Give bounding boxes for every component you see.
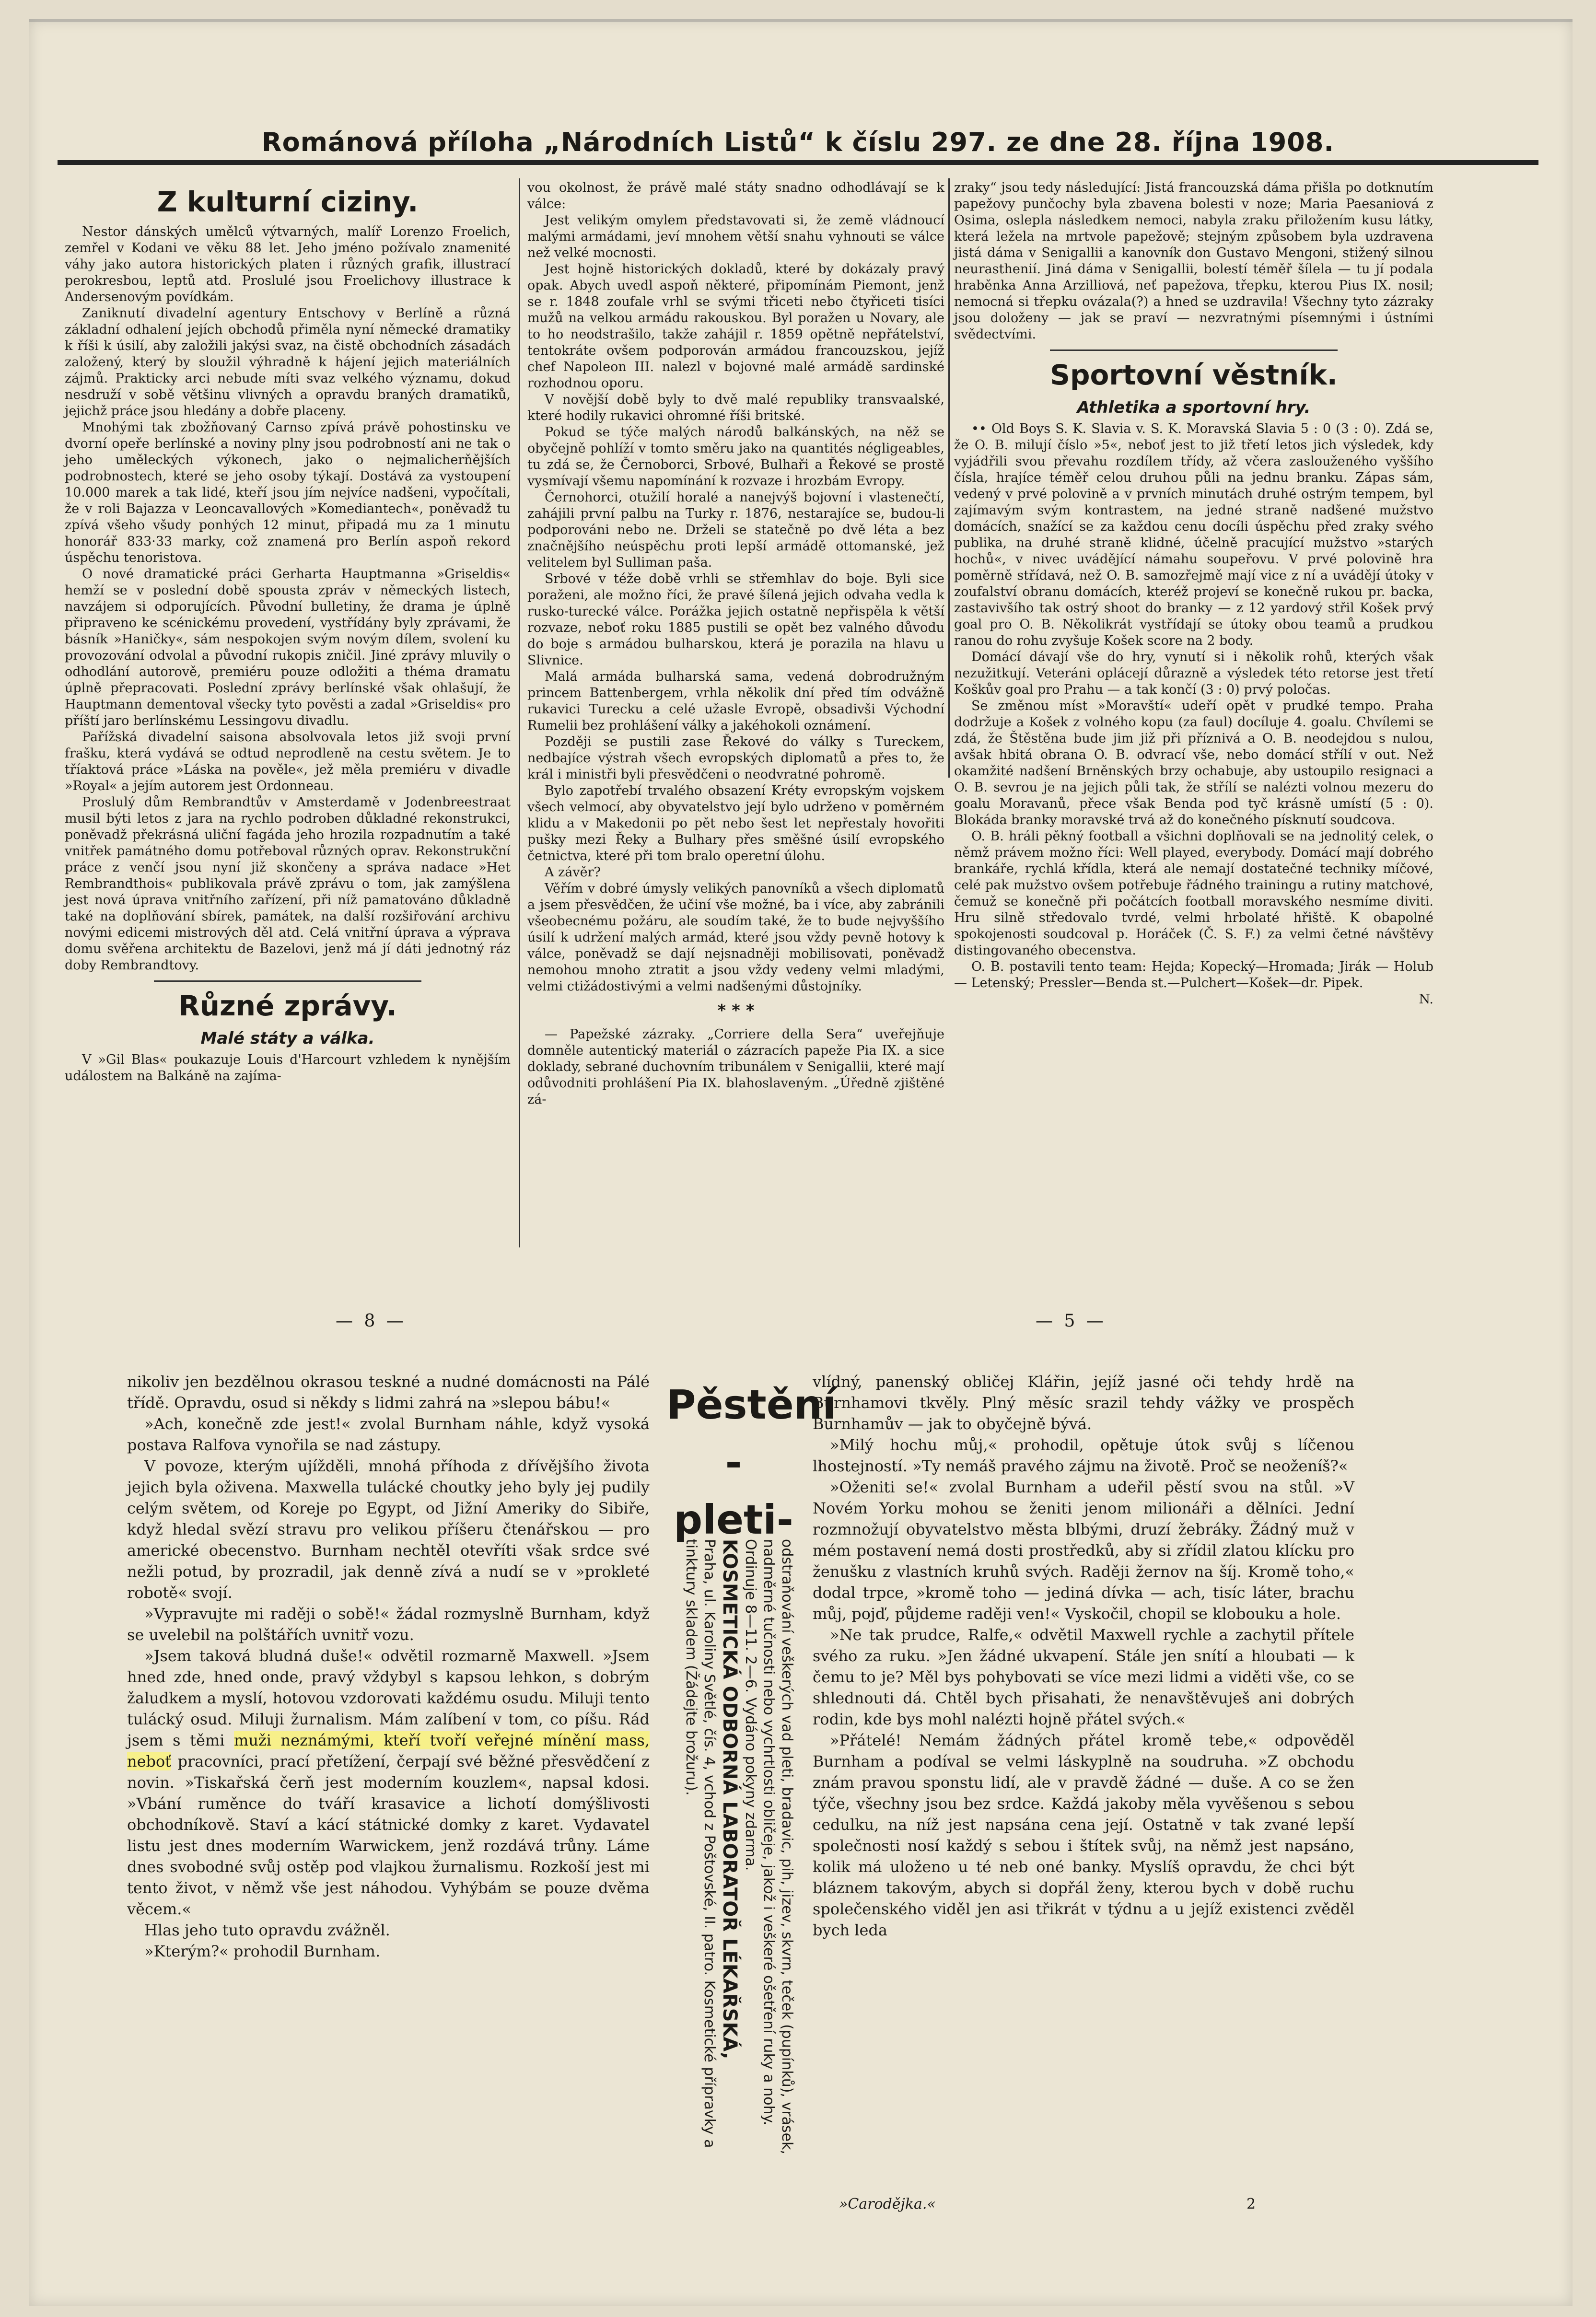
paragraph: »Milý hochu můj,« prohodil, opětuje útok svůj s líčenou lhostejností. »Ty nemáš pravého zájmu na životě. Proč se neoženíš?«: [813, 1436, 1354, 1475]
page-edge: [29, 19, 1573, 22]
paragraph: zraky“ jsou tedy následující: Jistá francouzská dáma přišla po dotknutím papežovy punčochy byla zbavena bolesti v noze; Maria Paesaniová z Osima, oslepla následkem nemoci, nabyla zraku přiložením kusu látky, která ležela na mrtvole papežově; stejným způsobem byla uzdravena jistá dáma v Senigallii a kanovník don Gustavo Mengoni, stižený silnou neurasthenií. Jiná dáma v Senigallii, bolestí téměř šílela — tu jí podala hraběnka Anna Arzilliová, neť papežova, třepku, kterou Pius IX. nosil; nemocná si třepku ovázala(?) a hned se uzdravila! Všechny tyto zázraky jsou doloženy — jak se praví — nezvratnými písemnými i ústními svědectvími.: [954, 180, 1433, 342]
column-divider: [519, 178, 520, 1247]
column-sport: [954, 180, 1433, 1008]
footer-number: 2: [1247, 2196, 1256, 2212]
paragraph: Se změnou míst »Moravští« udeří opět v prudké tempo. Praha dodržuje a Košek z volného kopu (za faul) docíluje 4. goalu. Chvílemi se zdá, že Štěstěna bude jim již při příznivá a O. B. neodejdou s nulou, avšak hbitá obrana O. B. odvrací vše, nebo domácí střílí v out. Než okamžité nadšení Brněnských brzy ochabuje, aby ustoupilo resignaci a O. B. sevrou je na jejich půli tak, že střílí se nalézti volnou mezeru do goalu Moravanů, přece však Benda pod tyč krásně umístí (5 : 0). Blokáda branky moravské trvá až do konečného písknutí soudcova.: [954, 699, 1433, 827]
section-title-kultura: Z kulturní ciziny.: [157, 186, 419, 218]
masthead: Románová příloha „Národních Listů“ k číslu 297. ze dne 28. října 1908.: [58, 127, 1538, 165]
paragraph: Pokud se týče malých národů balkánských, na něž se obyčejně pohlíží v tomto směru jako na quantités négligeables, tu zdá se, že Černoborci, Srbové, Bulhaři a Řekové se prostě vysmívají všemu napomínání k rozvaze i hrozbám Evropy.: [527, 425, 944, 489]
paragraph: Pařížská divadelní saisona absolvovala letos již svoji první frašku, která vydává se odtud neprodleně na cestu světem. Je to tříaktová práce »Láska na pověle«, jež měla premiéru v divadle »Royal« a jejím autorem jest Ordonneau.: [65, 730, 511, 793]
paragraph: Malá armáda bulharská sama, vedená dobrodružným princem Battenbergem, vrhla několik dní před tím odvážně rukavici Turecku a celé užasle Evropě, obsadivši Východní Rumelii bez prohlášení války a jakéhokoli oznámení.: [527, 669, 944, 733]
advertisement-pleti: [666, 1376, 837, 2162]
ad-title: -pleti-: [674, 1439, 793, 1543]
column-divider: [948, 178, 950, 778]
ad-text: odstraňování veškerých vad pleti, bradavic, pih, jizev, skvrn, teček (pupínků), vrásek, nadměrné tučnosti nebo vychrtlosti obličeje, jakož i veškeré ošetření ruky a nohy. Ordinuje 8—11. 2—6. Vydáno pokyny zdarma.: [742, 1539, 795, 2154]
paragraph: Nestor dánských umělců výtvarných, malíř Lorenzo Froelich, zemřel v Kodani ve věku 88 let. Jeho jméno požívalo znamenité váhy jako autora historických platen i různých grafik, illustrací perokresbou, leptů atd. Proslulé jsou Froelichovy illustrace k Andersenovým povídkám.: [65, 224, 511, 304]
paragraph: O nové dramatické práci Gerharta Hauptmanna »Griseldis« hemží se v poslední době spousta zpráv v německých listech, navzájem si odporujících. Původní bulletiny, že drama je úplně připraveno ke scénickému provedení, vystřídány byly zprávami, že básník »Haničky«, sám nespokojen svým novým dílem, svolení ku provozování odvolal a původní rukopis zničil. Jiné zprávy mluvily o odhodlání autorově, premiéru pouze odložiti a théma dramatu úplně přepracovati. Poslední zprávy berlínské však ohlašují, že Hauptmann dementoval všecky tyto pověsti a zadal »Griseldis« pro příští jaro berlínskému Lessingovu divadlu.: [65, 567, 511, 728]
paragraph: Srbové v téže době vrhli se střemhlav do boje. Byli sice poraženi, ale možno říci, že pravé šílená jejich odvaha vedla k rusko-turecké válce. Porážka jejich ostatně nepřispěla k větší rozvaze, neboť roku 1885 pustili se opět bez valného důvodu do boje s armádou bulharskou, která je porazila na hlavu u Slivnice.: [527, 571, 944, 668]
paragraph: V novější době byly to dvě malé republiky transvaalské, které hodily rukavici ohromné říši britské.: [527, 392, 944, 423]
paragraph: »Vypravujte mi raději o sobě!« žádal rozmyslně Burnham, když se uvelebil na polštářích uvnitř vozu.: [127, 1605, 650, 1644]
section-title-sport: Sportovní věstník.: [1050, 359, 1338, 391]
paragraph: Věřím v dobré úmysly velikých panovníků a všech diplomatů a jsem přesvědčen, že učiní vše možné, ba i více, aby zabránili všeobecnému požáru, ale soudím také, že to bude nejvyššího úsilí k udržení malých armád, které jsou vždy pevně hotovy k válce, poněvadž se dají nejsnadněji mobilisovati, poněvadž nemohou mnoho ztratit a jsou vždy vedeny velmi mladými, velmi ctižádostivými a velmi nadšenými důstojníky.: [527, 881, 944, 994]
paragraph: vlídný, panenský obličej Klářin, jejíž jasné oči tehdy hrdě na Burnhamovi tkvěly. Plný měsíc srazil tehdy vážky ve prospěch Burnhamův — jak to obyčejně bývá.: [813, 1373, 1354, 1433]
paragraph: V »Gil Blas« poukazuje Louis d'Harcourt vzhledem k nynějším událostem na Balkáně na zajíma-: [65, 1052, 511, 1083]
text: »Jsem taková bludná duše!« odvětil rozmarně Maxwell. »Jsem hned zde, hned onde, pravý vždybyl s kapsou lehkon, s dobrým žaludkem a myslí, hotovou vzdorovati každému osudu. Miluji tento tulácký osud. Miluji žurnalism. Mám zalíbení v tom, co píšu. Rád jsem s těmi: [127, 1647, 650, 1749]
column-kultura: [65, 180, 511, 1084]
page-number-left: — 8 —: [336, 1311, 407, 1331]
footer-title: »Carodějka.«: [839, 2196, 936, 2212]
ad-body-rotated: [671, 1539, 796, 2162]
section-title-ruzne: Různé zprávy.: [178, 990, 397, 1022]
paragraph: »Oženiti se!« zvolal Burnham a udeřil pěstí svou na stůl. »V Novém Yorku mohou se ženiti jenom milionáři a dělníci. Jední rozmnožují obyvatelstvo města blbými, druzí žebráky. Žádný muž v mém postavení nemá dosti prostředků, aby si zřídil zlatou klícku pro ženušku z vlastních kruhů svých. Raději žernov na šíj. Kromě toho,« dodal trpce, »kromě toho — jediná dívka — ach, tisíc láter, brachu můj, pojď, půjdeme raději ven!« Vyskočil, chopil se klobouku a hole.: [813, 1478, 1354, 1623]
page-number-right: — 5 —: [1036, 1311, 1107, 1331]
column-valka: [527, 180, 944, 1108]
paragraph: Bylo zapotřebí trvalého obsazení Kréty evropským vojskem všech velmocí, aby obyvatelstvo její bylo udrženo v poměrném klidu a v Makedonii po pět nebo šest let nepřestaly hovořiti pušky mezi Řeky a Bulhary přes směšné úsilí evropského četnictva, které při tom bralo operetní úlohu.: [527, 783, 944, 863]
paragraph: Jest velikým omylem představovati si, že země vládnoucí malými armádami, jeví mnohem větší snahu vyhnouti se válce než velké mocnosti.: [527, 213, 944, 260]
paragraph: »Kterým?« prohodil Burnham.: [144, 1942, 381, 1960]
paragraph: »Přátelé! Nemám žádných přátel kromě tebe,« odpověděl Burnham a podíval se velmi láskyplně na soudruha. »Z obchodu znám pravou sponstu lidí, ale v pravdě žádné — duše. A co se žen týče, všechny jsou bez srdce. Každá jakoby měla vyvěšenou s sebou cedulku, na níž jest napsána cena její. Ostatně v tak zvané lepší společnosti nosí každý s sebou i štítek svůj, na němž jest napsáno, kolik má uloženo u té neb oné banky. Myslíš opravdu, že chci být bláznem takovým, abych si dopřál ženy, kterou bych v době ruchu společenského viděl jen asi třikrát v týdnu a u jejíž existenci zvěděl bych leda: [813, 1731, 1354, 1939]
paragraph: Zaniknutí divadelní agentury Entschovy v Berlíně a různá základní odhalení jejích obchodů přiměla nyní německé dramatiky k říši k úsilí, aby založili jakýsi svaz, na čistě obchodních zásadách založený, který by sloužil výhradně k hájení jejich materiálních zájmů. Prakticky arci nebude míti svaz velkého významu, dokud nesdruží v sobě většinu vlivných a opravdu braných dramatiků, jejichž práce jsou hledány a dobře placeny.: [65, 306, 511, 419]
divider: [154, 980, 421, 982]
subheading: Malé státy a válka.: [200, 1029, 375, 1048]
paragraph: Černohorci, otužilí horalé a nanejvýš bojovní i vlastenečtí, zahájili první palbu na Turky r. 1876, nestarajíce se, budou-li podporováni nebo ne. Drželi se statečně po dvě léta a bez značnějšího neúspěchu proti lepší armádě ottomanské, jež velitelem byl Sulliman paša.: [527, 490, 944, 570]
paragraph: »Ach, konečně zde jest!« zvolal Burnham náhle, když vysoká postava Ralfova vynořila se nad zástupy.: [127, 1415, 650, 1454]
ad-company: KOSMETICKÁ ODBORNÁ LABORATOŘ LÉKAŘSKÁ,: [719, 1539, 741, 2060]
divider: [1050, 349, 1338, 351]
paragraph: Domácí dávají vše do hry, vynutí si i několik rohů, kterých však nezužitkují. Veteráni oplácejí důrazně a výsledek této retorse jest třetí Koškův goal pro Prahu — a tak končí (3 : 0) prvý poločas.: [954, 650, 1433, 697]
subheading: Athletika a sportovní hry.: [1077, 398, 1311, 417]
paragraph: nikoliv jen bezdělnou okrasou teskné a nudné domácnosti na Pálé třídě. Opravdu, osud si někdy s lidmi zahrá na »slepou bábu!«: [127, 1373, 650, 1412]
serial-right-column: [813, 1371, 1354, 1941]
paragraph: •• Old Boys S. K. Slavia v. S. K. Moravská Slavia 5 : 0 (3 : 0). Zdá se, že O. B. milují číslo »5«, neboť jest to již třetí letos jich výsledek, kdy vyjádřili svou převahu rozdílem třídy, až včera zaslouženého vyššího čísla, hrajíce téměř celou druhou půli na jednu branku. Zápas sám, vedený v prvé polovině a v prvních minutách druhé ostrým tempem, byl zajímavým svým kontrastem, na jedné straně nadšené mužstvo domácích, snažící se za každou cenu docíli úspěchu před zraky svého publika, na druhé straně klidné, účelně pracující mužstvo »starých hochů«, v nivec uvádějící námahu soupeřovu. V prvé polovině hra poměrně střídavá, než O. B. samozřejmě mají vice z ní a uvádějí útoky v zoufalství obranu domácích, kteréž projeví se konečně rukou pr. backa, zastavivšího tak ostrý shoot do branky — z 12 yardový střil Košek prvý goal pro O. B. Několikrát vystřídají se útoky obou teamů a prudkou ranou do rohu zvyšuje Košek score na 2 body.: [954, 421, 1433, 648]
paragraph: Hlas jeho tuto opravdu zvážněl.: [144, 1921, 390, 1939]
paragraph: Později se pustili zase Řekové do války s Tureckem, nedbajíce výstrah všech evropských diplomatů a přes to, že král i ministři byli přesvědčeni o neodvratné pohromě.: [527, 734, 944, 782]
text: pracovníci, prací přetížení, čerpají své běžné přesvědčení z novin. »Tiskařská čerň jest moderním kouzlem«, napsal kdosi. »Vbání ruměnce do tváří krasavice a lichotí domýšlivosti obchodníkově. Staví a kácí státnické domky z karet. Vydavatel listu jest dnes moderním Warwickem, jenž rozdává trůny. Láme dnes svobodné svůj ostěp pod vlajkou žurnalismu. Rozkoší jest mi tento život, v němž vše jest náhodou. Vyhýbám se pouze dvěma věcem.«: [127, 1752, 650, 1918]
paragraph: vou okolnost, že právě malé státy snadno odhodlávají se k válce:: [527, 180, 944, 211]
paragraph: »Ne tak prudce, Ralfe,« odvětil Maxwell rychle a zachytil přítele svého za ruku. »Jen žádné ukvapení. Stále jen snítí a hloubati — k čemu to je? Měl bys pohybovati se více mezi lidmi a viděti vše, co se shlednouti dá. Chtěl bych přisahati, že nenavštěvuješ ani dobrých rodin, kde bys mohl nalézti hojně přátel svých.«: [813, 1626, 1354, 1728]
ad-address: Praha, ul. Karoliny Světlé, čís. 4, vchod z Poštovské, II. patro. Kosmetické přípravky a tinktury skladem (Žádejte brožuru).: [683, 1539, 718, 2148]
ad-title: Pěstění: [666, 1381, 837, 1428]
paragraph: — Papežské zázraky. „Corriere della Sera“ uveřejňuje domněle autentický materiál o zázracích papeže Pia IX. a sice doklady, sebrané duchovním tribunálem v Senigallii, které mají odůvodniti prohlášení Pia IX. blahoslaveným. „Úředně zjištěné zá-: [527, 1027, 944, 1107]
paragraph: A závěr?: [545, 865, 601, 880]
serial-left-column: [127, 1371, 650, 1962]
signature: N.: [1419, 992, 1433, 1007]
paragraph: V povoze, kterým ujížděli, mnohá příhoda z dřívějšího života jejich byla oživena. Maxwella tulácké choutky jeho byly jej pudily celým světem, od Koreje po Egypt, od Jižní Ameriky do Sibiře, když hledal svězí stravu pro velikou příšeru čtenářskou — pro americké obecenstvo. Burnham nechtěl otevříti však srdce své nežli potud, by prozradil, jak denně zívá a nudí se v »prokleté robotě« svojí.: [127, 1457, 650, 1602]
paragraph: Proslulý dům Rembrandtův v Amsterdamě v Jodenbreestraat musil býti letos z jara na rychlo podroben důkladné rekonstrukci, poněvadž překrásná uliční fagáda jeho hrozila rozpadnutím a také vnitřek památného domu potřeboval různých oprav. Rekonstrukční práce z venčí jsou nyní již skončeny a správa nadace »Het Rembrandthois« publikovala právě zprávu o tom, jak zamýšlena jest nová úprava vnitřního zařízení, při níž pamatováno důkladně také na doplňování sbírek, památek, na další rozšiřování archivu novými edicemi mistrových děl atd. Celá vnitřní úprava a výprava domu svěřena architektu de Bazelovi, jenž má jí dáti jednotný ráz doby Rembrandtovy.: [65, 795, 511, 973]
paragraph: [127, 1645, 650, 1920]
highlighted-text: muži neznámými, kteří tvoří veřejné mínění mass, neboť: [127, 1731, 650, 1770]
paragraph: Mnohými tak zbožňovaný Carnso zpívá právě pohostinsku ve dvorní opeře berlínské a noviny plny jsou podrobností ani ne tak o jeho uměleckých výkonech, jako o nejmalicherňějších podrobnostech, které se jeho osoby týkají. Dostává za vystoupení 10.000 marek a tak lidé, kteří jsou jím nejvíce nadšeni, vypočítali, že v roli Bajazza v Leoncavallových »Komediantech«, poněvadž tu zpívá všeho všudy ponhých 12 minut, připadá mu za 1 minutu honorář 833·33 marky, což znamená pro Berlín aspoň rekord úspěchu tenoristova.: [65, 420, 511, 565]
paragraph: O. B. postavili tento team: Hejda; Kopecký—Hromada; Jirák — Holub — Letenský; Pressler—Benda st.—Pulchert—Košek—dr. Pipek.: [954, 959, 1433, 990]
paragraph: O. B. hráli pěkný football a všichni doplňovali se na jednolitý celek, o němž právem možno říci: Well played, everybody. Domácí mají dobrého brankáře, rychlá křídla, která ale nemají dostatečné techniky míčové, celé pak mužstvo ovšem potřebuje řádného trainingu a rutiny matchové, čemuž se konečně při počátcích football moravského nesmíme diviti. Hru silně středovalo tvrdé, velmi hrbolaté hřiště. K obapolné spokojenosti soudcoval p. Horáček (Č. S. F.) za velmi četné návštěvy distingovaného obecenstva.: [954, 829, 1433, 958]
paragraph: Jest hojně historických dokladů, které by dokázaly pravý opak. Abych uvedl aspoň některé, připomínám Piemont, jenž se r. 1848 zoufale vrhl se svými třiceti nebo čtyřiceti tisíci mužů na velkou armádu rakouskou. Byl poražen u Novary, ale to ho neodstrašilo, takže zahájil r. 1859 opětně nepřátelství, tentokráte ovšem podporován armádou francouzskou, jejíž chef Napoleon III. nalezl v bojovné malé armádě sardinské rozhodnou oporu.: [527, 262, 944, 391]
separator-stars: * * *: [717, 1001, 755, 1020]
